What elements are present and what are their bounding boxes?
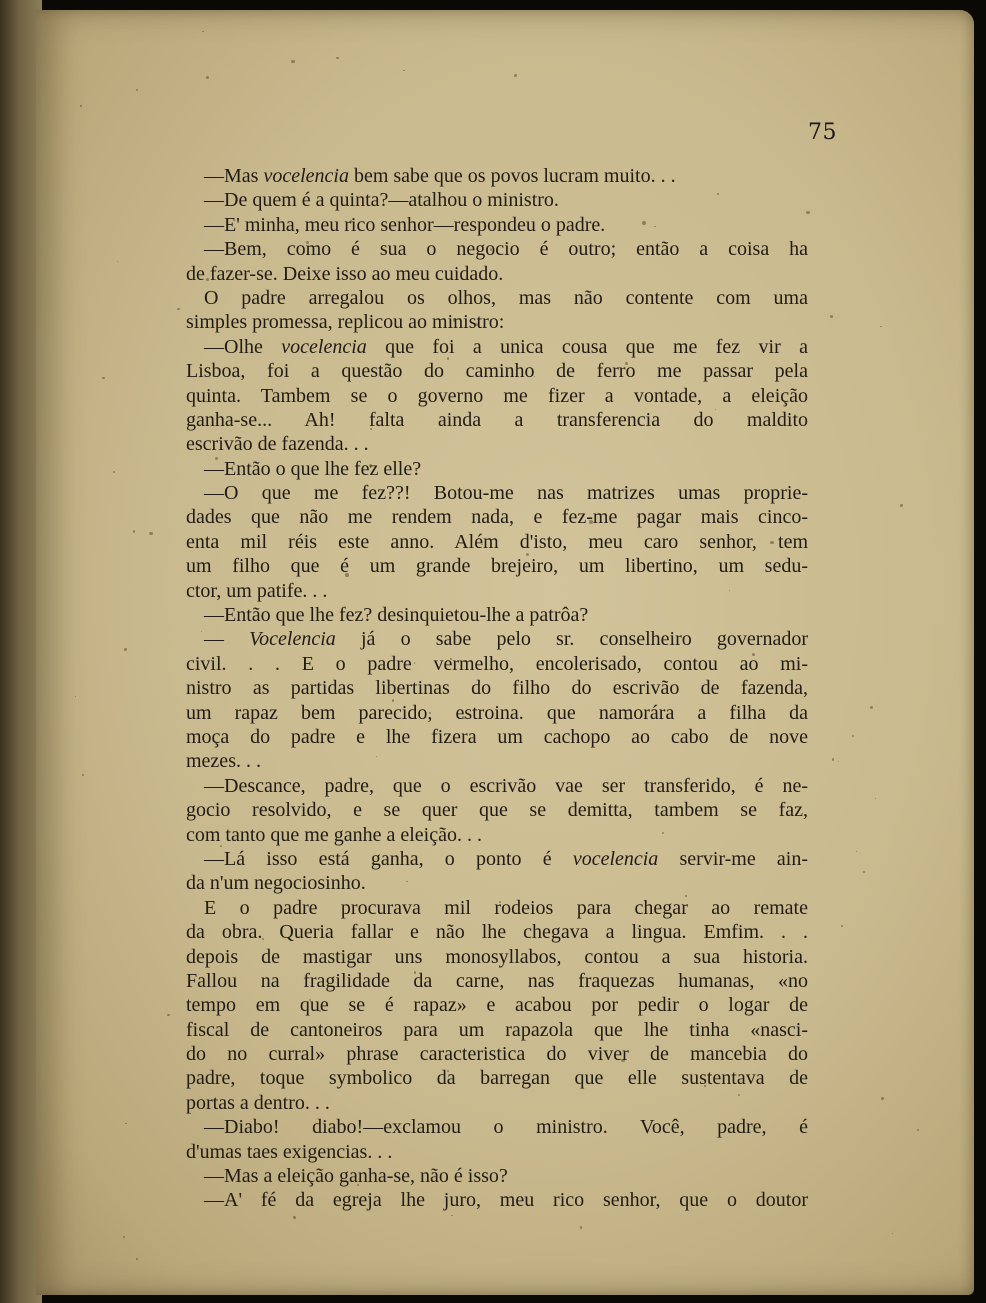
paper-speck [900, 504, 903, 507]
text-line [186, 164, 808, 188]
text-run: —Mas a eleição ganha-se, não é isso? [204, 1165, 508, 1188]
body-text [186, 164, 808, 1213]
text-line [186, 871, 808, 895]
text-line [186, 505, 808, 529]
text-run: ganha-se... Ah! falta ainda a transferencia do maldito [186, 408, 808, 431]
text-run: nistro as partidas libertinas do filho do escrivão de fazenda, [186, 677, 808, 700]
paper-speck [102, 377, 104, 379]
paper-speck [875, 798, 876, 799]
text-run: ctor, um patife. . . [186, 579, 328, 602]
paper-speck [580, 1226, 583, 1229]
paper-speck [136, 89, 138, 91]
paper-speck [892, 1233, 893, 1234]
text-line [186, 993, 808, 1017]
text-run: Fallou na fragilidade da carne, nas fraquezas humanas, «no [186, 969, 808, 992]
text-line [186, 457, 808, 481]
text-line [186, 798, 808, 822]
text-line [186, 676, 808, 700]
text-run: tempo em que se é rapaz» e acabou por pedir o logar de [186, 994, 808, 1017]
italic-word: Vocelencia [249, 628, 336, 651]
text-run: —Diabo! diabo!—exclamou o ministro. Você, padre, é [204, 1116, 808, 1139]
paper-speck [863, 871, 865, 873]
text-run: escrivão de fazenda. . . [186, 433, 369, 456]
paper-speck [917, 1129, 919, 1131]
text-run: enta mil réis este anno. Além d'isto, meu caro senhor, tem [186, 530, 808, 553]
text-line [186, 725, 808, 749]
page-number: 75 [808, 120, 837, 145]
text-run: do no curral» phrase caracteristica do viver de mancebia do [186, 1043, 808, 1066]
text-run: um rapaz bem parecido, estroina. que namorára a filha da [186, 701, 808, 724]
text-run: depois de mastigar uns monosyllabos, contou a sua historia. [186, 945, 808, 968]
text-run: já o sabe pelo sr. conselheiro governador [335, 628, 808, 651]
paper-speck [832, 758, 834, 760]
text-line [186, 969, 808, 993]
text-line [186, 384, 808, 408]
text-line [186, 481, 808, 505]
paper-speck [75, 696, 76, 697]
text-run: E o padre procurava mil rodeios para chegar ao remate [204, 896, 808, 919]
text-run: moça do padre e lhe fizera um cachopo ao cabo de nove [186, 725, 808, 748]
text-run: d'umas taes exigencias. . . [186, 1140, 393, 1163]
text-run: de fazer-se. Deixe isso ao meu cuidado. [186, 262, 504, 285]
italic-word: vocelencia [572, 847, 659, 870]
text-run: portas a dentro. . . [186, 1091, 330, 1114]
text-run: —E' minha, meu rico senhor—respondeu o padre. [204, 213, 606, 236]
text-run: um filho que é um grande brejeiro, um libertino, um sedu- [186, 555, 808, 578]
text-line [186, 432, 808, 456]
text-line [186, 1115, 808, 1139]
text-line [186, 701, 808, 725]
paper-speck [117, 261, 118, 262]
paper-speck [291, 60, 294, 63]
text-run: —De quem é a quinta?—atalhou o ministro. [204, 189, 559, 212]
text-line [186, 359, 808, 383]
text-run: —Lá isso está ganha, o ponto é [204, 847, 573, 870]
paper-speck [881, 1097, 884, 1100]
paper-speck [403, 70, 405, 72]
paper-speck [82, 774, 84, 776]
text-line [186, 188, 808, 212]
text-line [186, 652, 808, 676]
paper-speck [838, 761, 839, 762]
paper-speck [856, 851, 857, 852]
paper-speck [336, 57, 338, 59]
text-run: fiscal de cantoneiros para um rapazola que lhe tinha «nasci- [186, 1018, 808, 1041]
text-run: —Olhe [204, 335, 282, 358]
paper-speck [852, 735, 854, 737]
paper-speck [177, 308, 180, 311]
text-run: servir-me ain- [658, 847, 809, 870]
text-run: gocio resolvido, e se quer que se demitta, tambem se faz, [186, 799, 808, 822]
paper-speck [167, 1014, 169, 1016]
paper-speck [124, 648, 127, 651]
text-line [186, 749, 808, 773]
text-line [186, 1042, 808, 1066]
paper-speck [202, 31, 203, 32]
text-run: bem sabe que os povos lucram muito. . . [348, 165, 676, 187]
text-line [186, 530, 808, 554]
text-run: —Então que lhe fez? desinquietou-lhe a patrôa? [204, 604, 589, 627]
text-run: —Bem, como é sua o negocio é outro; então a coisa ha [204, 238, 808, 261]
paper-speck [841, 925, 843, 927]
paper-speck [125, 1123, 127, 1125]
text-line [186, 286, 808, 310]
text-line [186, 213, 808, 237]
text-line [186, 554, 808, 578]
text-run: da obra. Queria fallar e não lhe chegava a lingua. Emfim. . . [186, 921, 808, 944]
text-run: quinta. Tambem se o governo me fizer a vontade, a eleição [186, 384, 808, 407]
text-line [186, 1188, 808, 1212]
paper-speck [80, 105, 82, 107]
text-line [186, 945, 808, 969]
text-run: com tanto que me ganhe a eleição. . . [186, 823, 482, 846]
text-line [186, 1018, 808, 1042]
text-line [186, 603, 808, 627]
text-line [186, 335, 808, 359]
text-line [186, 579, 808, 603]
paper-speck [514, 74, 517, 77]
paper-speck [830, 315, 833, 318]
paper-speck [136, 1258, 138, 1260]
paper-speck [149, 532, 152, 535]
text-line [186, 823, 808, 847]
text-run: civil. . . E o padre vermelho, encolerisado, contou ao mi- [186, 652, 808, 675]
text-line [186, 1066, 808, 1090]
text-line [186, 627, 808, 651]
text-run: mezes. . . [186, 750, 261, 773]
paper-speck [451, 1215, 452, 1216]
text-run: dades que não me rendem nada, e fez-me pagar mais cinco- [186, 506, 808, 529]
paper-speck [870, 706, 873, 709]
paper-speck [293, 1216, 296, 1219]
paper-speck [206, 76, 209, 79]
text-run: —Mas [204, 165, 264, 187]
text-line [186, 847, 808, 871]
paper-speck [113, 471, 115, 473]
text-line [186, 774, 808, 798]
italic-word: vocelencia [263, 165, 349, 187]
text-line [186, 262, 808, 286]
paper-speck [880, 326, 881, 327]
text-line [186, 310, 808, 334]
text-line [186, 920, 808, 944]
paper-speck [133, 530, 136, 533]
text-run: —Então o que lhe fez elle? [204, 457, 422, 480]
text-run: —O que me fez??! Botou-me nas matrizes umas proprie- [204, 482, 808, 505]
text-run: simples promessa, replicou ao ministro: [186, 311, 505, 334]
text-run: —A' fé da egreja lhe juro, meu rico senhor, que o doutor [204, 1189, 808, 1212]
text-run: que foi a unica cousa que me fez vir a [366, 335, 808, 358]
text-line [186, 896, 808, 920]
text-run: Lisboa, foi a questão do caminho de ferro me passar pela [186, 360, 808, 383]
text-line [186, 237, 808, 261]
text-run: padre, toque symbolico da barregan que elle sustentava de [186, 1067, 808, 1090]
paper-speck [123, 1236, 125, 1238]
text-run: — [204, 628, 250, 651]
text-line [186, 1140, 808, 1164]
text-run: da n'um negociosinho. [186, 872, 366, 895]
text-run: —Descance, padre, que o escrivão vae ser transferido, é ne- [204, 774, 808, 797]
italic-word: vocelencia [281, 335, 367, 358]
text-line [186, 1164, 808, 1188]
text-line [186, 1091, 808, 1115]
text-run: O padre arregalou os olhos, mas não contente com uma [204, 286, 808, 309]
text-line [186, 408, 808, 432]
